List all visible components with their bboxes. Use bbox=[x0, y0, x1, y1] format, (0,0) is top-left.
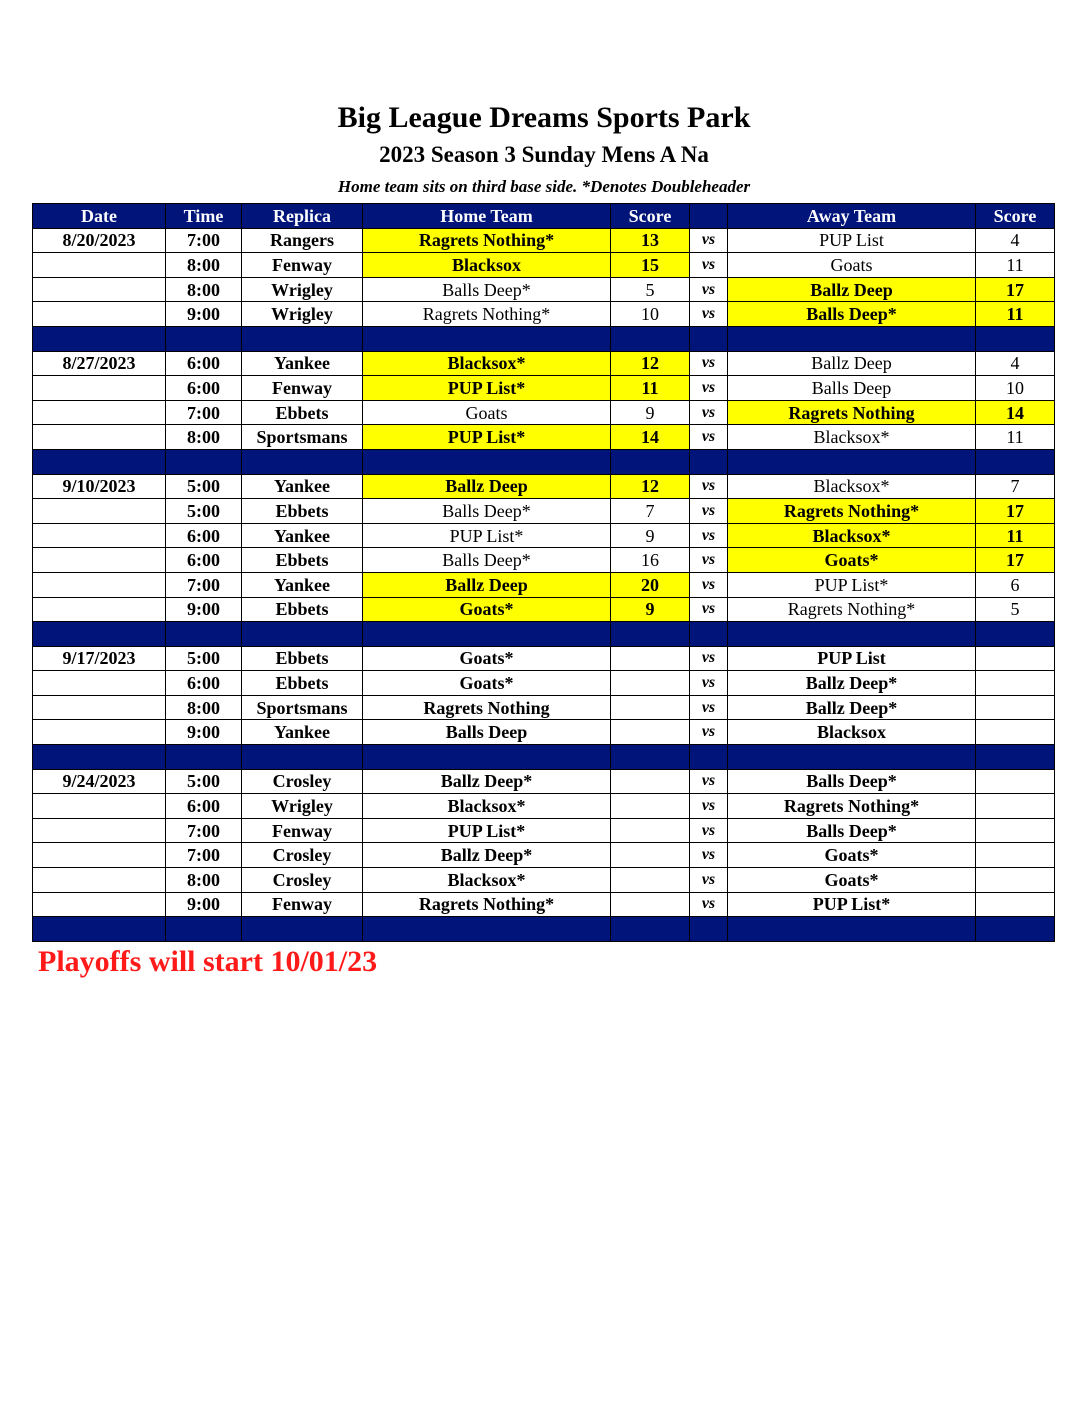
col-header-vs bbox=[690, 204, 728, 229]
vs-cell: vs bbox=[690, 523, 728, 548]
separator-row bbox=[33, 917, 1055, 942]
game-row bbox=[33, 597, 1055, 622]
game-row bbox=[33, 794, 1055, 819]
home-team-cell: Balls Deep bbox=[363, 720, 611, 745]
date-cell: 9/17/2023 bbox=[33, 646, 166, 671]
separator-row bbox=[33, 622, 1055, 647]
separator-cell bbox=[166, 917, 242, 942]
time-cell: 8:00 bbox=[166, 253, 242, 278]
game-row bbox=[33, 400, 1055, 425]
separator-cell bbox=[976, 326, 1055, 351]
home-score-cell bbox=[611, 671, 690, 696]
time-cell: 7:00 bbox=[166, 400, 242, 425]
home-team-cell: Goats* bbox=[363, 671, 611, 696]
page-title: Big League Dreams Sports Park bbox=[337, 101, 751, 134]
separator-cell bbox=[363, 326, 611, 351]
home-team-cell: Ragrets Nothing* bbox=[363, 302, 611, 327]
vs-cell: vs bbox=[690, 228, 728, 253]
home-score-cell bbox=[611, 868, 690, 893]
separator-cell bbox=[242, 622, 363, 647]
separator-cell bbox=[976, 622, 1055, 647]
date-cell bbox=[33, 868, 166, 893]
time-cell: 5:00 bbox=[166, 499, 242, 524]
game-row bbox=[33, 818, 1055, 843]
date-cell bbox=[33, 400, 166, 425]
home-team-cell: Blacksox* bbox=[363, 868, 611, 893]
home-team-cell: Balls Deep* bbox=[363, 277, 611, 302]
home-score-cell bbox=[611, 695, 690, 720]
home-team-cell: Balls Deep* bbox=[363, 499, 611, 524]
game-row bbox=[33, 868, 1055, 893]
col-header-away-score: Score bbox=[976, 204, 1055, 229]
separator-cell bbox=[611, 449, 690, 474]
home-score-cell: 9 bbox=[611, 597, 690, 622]
date-cell bbox=[33, 597, 166, 622]
home-team-cell: Ballz Deep bbox=[363, 572, 611, 597]
away-team-cell: Ragrets Nothing* bbox=[728, 794, 976, 819]
replica-cell: Crosley bbox=[242, 843, 363, 868]
time-cell: 9:00 bbox=[166, 720, 242, 745]
replica-cell: Ebbets bbox=[242, 597, 363, 622]
vs-cell: vs bbox=[690, 720, 728, 745]
separator-cell bbox=[363, 622, 611, 647]
time-cell: 7:00 bbox=[166, 572, 242, 597]
separator-cell bbox=[166, 449, 242, 474]
replica-cell: Rangers bbox=[242, 228, 363, 253]
separator-cell bbox=[33, 449, 166, 474]
separator-cell bbox=[976, 745, 1055, 770]
away-team-cell: PUP List bbox=[728, 228, 976, 253]
date-cell bbox=[33, 794, 166, 819]
time-cell: 5:00 bbox=[166, 646, 242, 671]
date-cell bbox=[33, 671, 166, 696]
replica-cell: Ebbets bbox=[242, 548, 363, 573]
home-team-cell: Blacksox bbox=[363, 253, 611, 278]
time-cell: 9:00 bbox=[166, 597, 242, 622]
separator-cell bbox=[166, 326, 242, 351]
away-team-cell: PUP List* bbox=[728, 892, 976, 917]
vs-cell: vs bbox=[690, 376, 728, 401]
replica-cell: Yankee bbox=[242, 572, 363, 597]
away-score-cell bbox=[976, 695, 1055, 720]
home-team-cell: Goats bbox=[363, 400, 611, 425]
home-score-cell bbox=[611, 843, 690, 868]
doubleheader-note: Home team sits on third base side. *Denotes Doubleheader bbox=[337, 177, 751, 196]
vs-cell: vs bbox=[690, 695, 728, 720]
home-team-cell: Blacksox* bbox=[363, 351, 611, 376]
game-row bbox=[33, 843, 1055, 868]
game-row bbox=[33, 671, 1055, 696]
game-row bbox=[33, 277, 1055, 302]
date-cell bbox=[33, 376, 166, 401]
date-cell bbox=[33, 302, 166, 327]
away-score-cell bbox=[976, 794, 1055, 819]
col-header-away-team: Away Team bbox=[728, 204, 976, 229]
away-team-cell: Ragrets Nothing* bbox=[728, 499, 976, 524]
separator-cell bbox=[166, 745, 242, 770]
time-cell: 6:00 bbox=[166, 548, 242, 573]
date-cell bbox=[33, 572, 166, 597]
game-row bbox=[33, 253, 1055, 278]
separator-cell bbox=[690, 917, 728, 942]
away-score-cell: 7 bbox=[976, 474, 1055, 499]
replica-cell: Ebbets bbox=[242, 499, 363, 524]
col-header-replica: Replica bbox=[242, 204, 363, 229]
replica-cell: Yankee bbox=[242, 720, 363, 745]
separator-cell bbox=[242, 326, 363, 351]
vs-cell: vs bbox=[690, 572, 728, 597]
away-score-cell bbox=[976, 720, 1055, 745]
home-score-cell: 14 bbox=[611, 425, 690, 450]
col-header-date: Date bbox=[33, 204, 166, 229]
home-score-cell: 15 bbox=[611, 253, 690, 278]
vs-cell: vs bbox=[690, 892, 728, 917]
away-score-cell bbox=[976, 646, 1055, 671]
replica-cell: Wrigley bbox=[242, 277, 363, 302]
game-row bbox=[33, 351, 1055, 376]
col-header-home-score: Score bbox=[611, 204, 690, 229]
away-team-cell: Ragrets Nothing bbox=[728, 400, 976, 425]
away-score-cell bbox=[976, 868, 1055, 893]
time-cell: 9:00 bbox=[166, 892, 242, 917]
date-cell bbox=[33, 277, 166, 302]
game-row bbox=[33, 499, 1055, 524]
away-score-cell: 11 bbox=[976, 523, 1055, 548]
replica-cell: Wrigley bbox=[242, 794, 363, 819]
time-cell: 5:00 bbox=[166, 769, 242, 794]
replica-cell: Yankee bbox=[242, 474, 363, 499]
home-team-cell: PUP List* bbox=[363, 376, 611, 401]
away-score-cell: 11 bbox=[976, 425, 1055, 450]
away-score-cell: 4 bbox=[976, 228, 1055, 253]
game-row bbox=[33, 769, 1055, 794]
home-team-cell: PUP List* bbox=[363, 818, 611, 843]
separator-row bbox=[33, 449, 1055, 474]
away-score-cell: 14 bbox=[976, 400, 1055, 425]
separator-cell bbox=[363, 745, 611, 770]
vs-cell: vs bbox=[690, 425, 728, 450]
separator-cell bbox=[242, 917, 363, 942]
vs-cell: vs bbox=[690, 597, 728, 622]
separator-cell bbox=[690, 449, 728, 474]
time-cell: 6:00 bbox=[166, 376, 242, 401]
home-score-cell: 13 bbox=[611, 228, 690, 253]
away-team-cell: Balls Deep* bbox=[728, 769, 976, 794]
date-cell bbox=[33, 425, 166, 450]
date-cell: 8/27/2023 bbox=[33, 351, 166, 376]
time-cell: 6:00 bbox=[166, 523, 242, 548]
away-score-cell: 17 bbox=[976, 499, 1055, 524]
home-team-cell: Balls Deep* bbox=[363, 548, 611, 573]
date-cell bbox=[33, 843, 166, 868]
game-row bbox=[33, 720, 1055, 745]
header-row bbox=[33, 204, 1055, 229]
away-team-cell: Blacksox* bbox=[728, 425, 976, 450]
vs-cell: vs bbox=[690, 277, 728, 302]
separator-cell bbox=[728, 745, 976, 770]
date-cell bbox=[33, 548, 166, 573]
replica-cell: Crosley bbox=[242, 769, 363, 794]
away-score-cell: 11 bbox=[976, 302, 1055, 327]
separator-cell bbox=[728, 449, 976, 474]
home-score-cell: 16 bbox=[611, 548, 690, 573]
date-cell: 9/10/2023 bbox=[33, 474, 166, 499]
away-team-cell: Ballz Deep bbox=[728, 277, 976, 302]
separator-cell bbox=[611, 745, 690, 770]
separator-cell bbox=[611, 326, 690, 351]
separator-cell bbox=[728, 622, 976, 647]
time-cell: 8:00 bbox=[166, 695, 242, 720]
replica-cell: Fenway bbox=[242, 253, 363, 278]
away-score-cell bbox=[976, 892, 1055, 917]
vs-cell: vs bbox=[690, 253, 728, 278]
home-team-cell: Goats* bbox=[363, 597, 611, 622]
time-cell: 8:00 bbox=[166, 277, 242, 302]
away-team-cell: Blacksox* bbox=[728, 474, 976, 499]
separator-cell bbox=[363, 449, 611, 474]
time-cell: 9:00 bbox=[166, 302, 242, 327]
replica-cell: Ebbets bbox=[242, 671, 363, 696]
game-row bbox=[33, 474, 1055, 499]
date-cell bbox=[33, 720, 166, 745]
separator-cell bbox=[33, 326, 166, 351]
away-team-cell: PUP List* bbox=[728, 572, 976, 597]
home-team-cell: Ballz Deep bbox=[363, 474, 611, 499]
time-cell: 7:00 bbox=[166, 818, 242, 843]
time-cell: 8:00 bbox=[166, 425, 242, 450]
game-row bbox=[33, 646, 1055, 671]
time-cell: 6:00 bbox=[166, 794, 242, 819]
game-row bbox=[33, 892, 1055, 917]
time-cell: 6:00 bbox=[166, 671, 242, 696]
separator-row bbox=[33, 745, 1055, 770]
away-team-cell: Ragrets Nothing* bbox=[728, 597, 976, 622]
home-score-cell: 7 bbox=[611, 499, 690, 524]
col-header-time: Time bbox=[166, 204, 242, 229]
home-score-cell bbox=[611, 646, 690, 671]
game-row bbox=[33, 548, 1055, 573]
separator-cell bbox=[690, 326, 728, 351]
home-score-cell: 10 bbox=[611, 302, 690, 327]
replica-cell: Crosley bbox=[242, 868, 363, 893]
home-team-cell: Ragrets Nothing* bbox=[363, 892, 611, 917]
vs-cell: vs bbox=[690, 474, 728, 499]
time-cell: 7:00 bbox=[166, 843, 242, 868]
away-score-cell: 11 bbox=[976, 253, 1055, 278]
away-team-cell: Balls Deep* bbox=[728, 818, 976, 843]
away-team-cell: Blacksox bbox=[728, 720, 976, 745]
home-score-cell bbox=[611, 892, 690, 917]
away-team-cell: Blacksox* bbox=[728, 523, 976, 548]
home-score-cell bbox=[611, 720, 690, 745]
game-row bbox=[33, 228, 1055, 253]
vs-cell: vs bbox=[690, 868, 728, 893]
vs-cell: vs bbox=[690, 646, 728, 671]
date-cell bbox=[33, 523, 166, 548]
home-score-cell bbox=[611, 794, 690, 819]
game-row bbox=[33, 425, 1055, 450]
replica-cell: Fenway bbox=[242, 892, 363, 917]
replica-cell: Sportsmans bbox=[242, 695, 363, 720]
home-team-cell: Ragrets Nothing* bbox=[363, 228, 611, 253]
replica-cell: Ebbets bbox=[242, 646, 363, 671]
replica-cell: Yankee bbox=[242, 523, 363, 548]
replica-cell: Fenway bbox=[242, 818, 363, 843]
time-cell: 6:00 bbox=[166, 351, 242, 376]
home-score-cell: 9 bbox=[611, 400, 690, 425]
separator-row bbox=[33, 326, 1055, 351]
separator-cell bbox=[166, 622, 242, 647]
away-team-cell: Goats bbox=[728, 253, 976, 278]
col-header-home-team: Home Team bbox=[363, 204, 611, 229]
away-score-cell bbox=[976, 843, 1055, 868]
away-team-cell: Goats* bbox=[728, 868, 976, 893]
separator-cell bbox=[33, 917, 166, 942]
away-team-cell: Ballz Deep* bbox=[728, 695, 976, 720]
home-team-cell: Ballz Deep* bbox=[363, 843, 611, 868]
away-score-cell: 5 bbox=[976, 597, 1055, 622]
home-score-cell: 5 bbox=[611, 277, 690, 302]
away-score-cell: 17 bbox=[976, 277, 1055, 302]
game-row bbox=[33, 302, 1055, 327]
separator-cell bbox=[611, 917, 690, 942]
home-score-cell: 11 bbox=[611, 376, 690, 401]
away-score-cell: 6 bbox=[976, 572, 1055, 597]
separator-cell bbox=[611, 622, 690, 647]
separator-cell bbox=[976, 449, 1055, 474]
separator-cell bbox=[728, 326, 976, 351]
vs-cell: vs bbox=[690, 548, 728, 573]
home-score-cell: 12 bbox=[611, 351, 690, 376]
vs-cell: vs bbox=[690, 671, 728, 696]
away-team-cell: PUP List bbox=[728, 646, 976, 671]
vs-cell: vs bbox=[690, 794, 728, 819]
home-score-cell bbox=[611, 818, 690, 843]
date-cell bbox=[33, 499, 166, 524]
away-team-cell: Goats* bbox=[728, 548, 976, 573]
away-team-cell: Balls Deep bbox=[728, 376, 976, 401]
vs-cell: vs bbox=[690, 818, 728, 843]
time-cell: 5:00 bbox=[166, 474, 242, 499]
home-score-cell bbox=[611, 769, 690, 794]
home-team-cell: Ragrets Nothing bbox=[363, 695, 611, 720]
away-score-cell: 10 bbox=[976, 376, 1055, 401]
home-team-cell: Ballz Deep* bbox=[363, 769, 611, 794]
vs-cell: vs bbox=[690, 351, 728, 376]
separator-cell bbox=[363, 917, 611, 942]
home-score-cell: 12 bbox=[611, 474, 690, 499]
home-team-cell: Goats* bbox=[363, 646, 611, 671]
separator-cell bbox=[242, 449, 363, 474]
playoffs-notice: Playoffs will start 10/01/23 bbox=[38, 945, 378, 978]
schedule-body bbox=[33, 228, 1055, 941]
separator-cell bbox=[33, 745, 166, 770]
date-cell: 9/24/2023 bbox=[33, 769, 166, 794]
vs-cell: vs bbox=[690, 499, 728, 524]
home-team-cell: PUP List* bbox=[363, 425, 611, 450]
vs-cell: vs bbox=[690, 843, 728, 868]
date-cell bbox=[33, 818, 166, 843]
separator-cell bbox=[976, 917, 1055, 942]
away-team-cell: Ballz Deep bbox=[728, 351, 976, 376]
date-cell bbox=[33, 695, 166, 720]
home-score-cell: 20 bbox=[611, 572, 690, 597]
game-row bbox=[33, 523, 1055, 548]
separator-cell bbox=[690, 745, 728, 770]
home-team-cell: Blacksox* bbox=[363, 794, 611, 819]
away-score-cell: 4 bbox=[976, 351, 1055, 376]
separator-cell bbox=[33, 622, 166, 647]
vs-cell: vs bbox=[690, 400, 728, 425]
away-score-cell: 17 bbox=[976, 548, 1055, 573]
time-cell: 8:00 bbox=[166, 868, 242, 893]
home-score-cell: 9 bbox=[611, 523, 690, 548]
away-team-cell: Goats* bbox=[728, 843, 976, 868]
home-team-cell: PUP List* bbox=[363, 523, 611, 548]
replica-cell: Fenway bbox=[242, 376, 363, 401]
date-cell: 8/20/2023 bbox=[33, 228, 166, 253]
game-row bbox=[33, 695, 1055, 720]
away-score-cell bbox=[976, 818, 1055, 843]
away-team-cell: Ballz Deep* bbox=[728, 671, 976, 696]
away-team-cell: Balls Deep* bbox=[728, 302, 976, 327]
date-cell bbox=[33, 892, 166, 917]
replica-cell: Wrigley bbox=[242, 302, 363, 327]
separator-cell bbox=[690, 622, 728, 647]
replica-cell: Ebbets bbox=[242, 400, 363, 425]
time-cell: 7:00 bbox=[166, 228, 242, 253]
separator-cell bbox=[242, 745, 363, 770]
date-cell bbox=[33, 253, 166, 278]
game-row bbox=[33, 572, 1055, 597]
replica-cell: Sportsmans bbox=[242, 425, 363, 450]
vs-cell: vs bbox=[690, 302, 728, 327]
game-row bbox=[33, 376, 1055, 401]
page-subtitle: 2023 Season 3 Sunday Mens A Na bbox=[379, 142, 709, 167]
vs-cell: vs bbox=[690, 769, 728, 794]
separator-cell bbox=[728, 917, 976, 942]
replica-cell: Yankee bbox=[242, 351, 363, 376]
away-score-cell bbox=[976, 769, 1055, 794]
away-score-cell bbox=[976, 671, 1055, 696]
schedule-table bbox=[32, 203, 1055, 942]
